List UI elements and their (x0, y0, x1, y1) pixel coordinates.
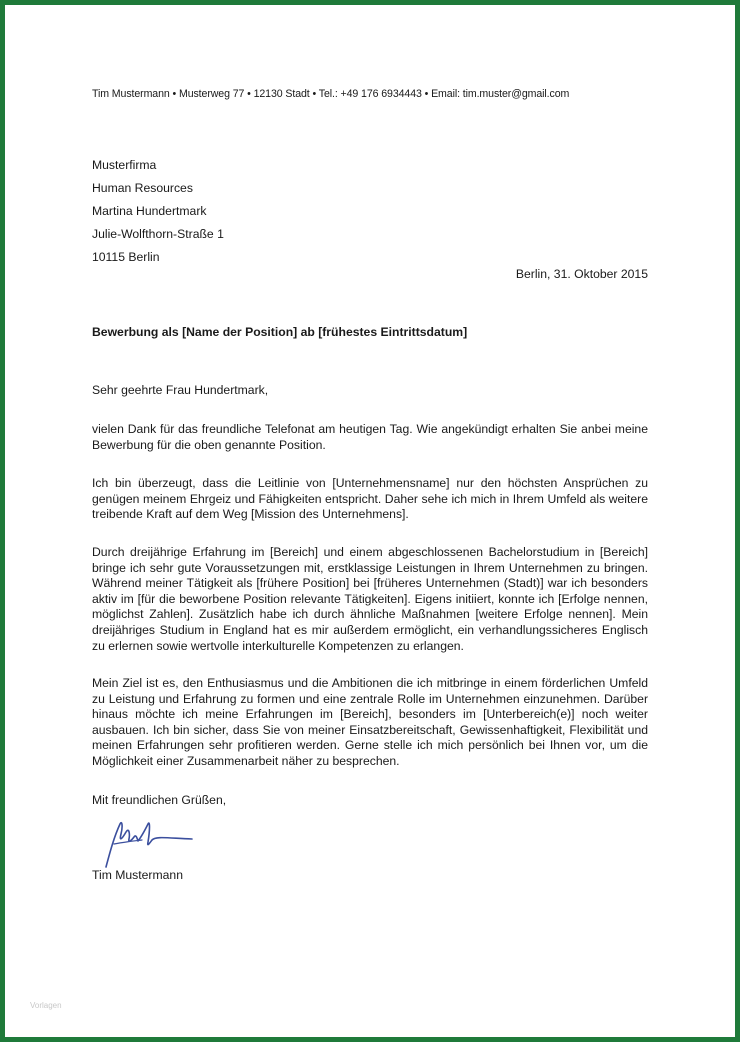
recipient-company: Musterfirma (92, 158, 157, 172)
body-paragraph-3: Durch dreijährige Erfahrung im [Bereich] und einem abgeschlossenen Bachelorstudium in [Bereich] bringe ich sehr gute Voraussetzungen mit, erstklassige Leistungen in Ihrem Unternehmen zu bringen. Während meiner Tätigkeit als [frühere Position] bei [früheres Unternehmen (Stadt)] war ich besonders aktiv im [für die beworbene Position relevante Tätigkeiten]. Eigens initiiert, konnte ich [Erfolge nennen, möglichst Zahlen]. Zusätzlich habe ich durch ähnliche Maßnahmen [weitere Erfolge nennen]. Mein dreijähriges Studium in England hat es mir außerdem ermöglicht, ein verhandlungssicheres Englisch zu erlernen sowie wertvolle interkulturelle Kompetenzen zu erlangen. (92, 545, 648, 653)
body-paragraph-4: Mein Ziel ist es, den Enthusiasmus und die Ambitionen die ich mitbringe in einem förderlichen Umfeld zu Leistung und Erfahrung zu formen und eine zentrale Rolle im Unternehmen einzunehmen. Darüber hinaus möchte ich meine Erfahrungen im [Bereich], besonders im [Unterbereich(e)] noch weiter ausbauen. Ich bin sicher, dass Sie von meiner Einsatzbereitschaft, Gewissenhaftigkeit, Flexibilität und meinen Erfahrungen sehr profitieren werden. Gerne stelle ich mich persönlich bei Ihnen vor, um die Möglichkeit einer Zusammenarbeit näher zu besprechen. (92, 676, 648, 768)
watermark-text: Vorlagen (30, 1001, 62, 1010)
handwritten-signature (92, 812, 202, 872)
recipient-address (92, 154, 224, 269)
recipient-street: Julie-Wolfthorn-Straße 1 (92, 227, 224, 241)
body-paragraph-2: Ich bin überzeugt, dass die Leitlinie von [Unternehmensname] nur den höchsten Ansprüchen zu genügen meinem Ehrgeiz und Fähigkeiten entspricht. Daher sehe ich mich in Ihrem Umfeld als weitere treibende Kraft auf dem Weg [Mission des Unternehmens]. (92, 476, 648, 522)
recipient-contact: Martina Hundertmark (92, 204, 207, 218)
date-line: Berlin, 31. Oktober 2015 (515, 267, 648, 281)
salutation: Sehr geehrte Frau Hundertmark, (92, 383, 269, 397)
recipient-city: 10115 Berlin (92, 250, 160, 264)
subject-line: Bewerbung als [Name der Position] ab [frühestes Eintrittsdatum] (92, 325, 468, 339)
body-paragraph-1: vielen Dank für das freundliche Telefonat am heutigen Tag. Wie angekündigt erhalten Sie anbei meine Bewerbung für die oben genannte Position. (92, 422, 648, 452)
signer-name: Tim Mustermann (92, 868, 183, 882)
closing-line: Mit freundlichen Grüßen, (92, 793, 227, 807)
letter-page (5, 5, 735, 1037)
sender-line: Tim Mustermann • Musterweg 77 • 12130 Stadt • Tel.: +49 176 6934443 • Email: tim.muster@gmail.com (92, 88, 570, 100)
recipient-department: Human Resources (92, 181, 193, 195)
